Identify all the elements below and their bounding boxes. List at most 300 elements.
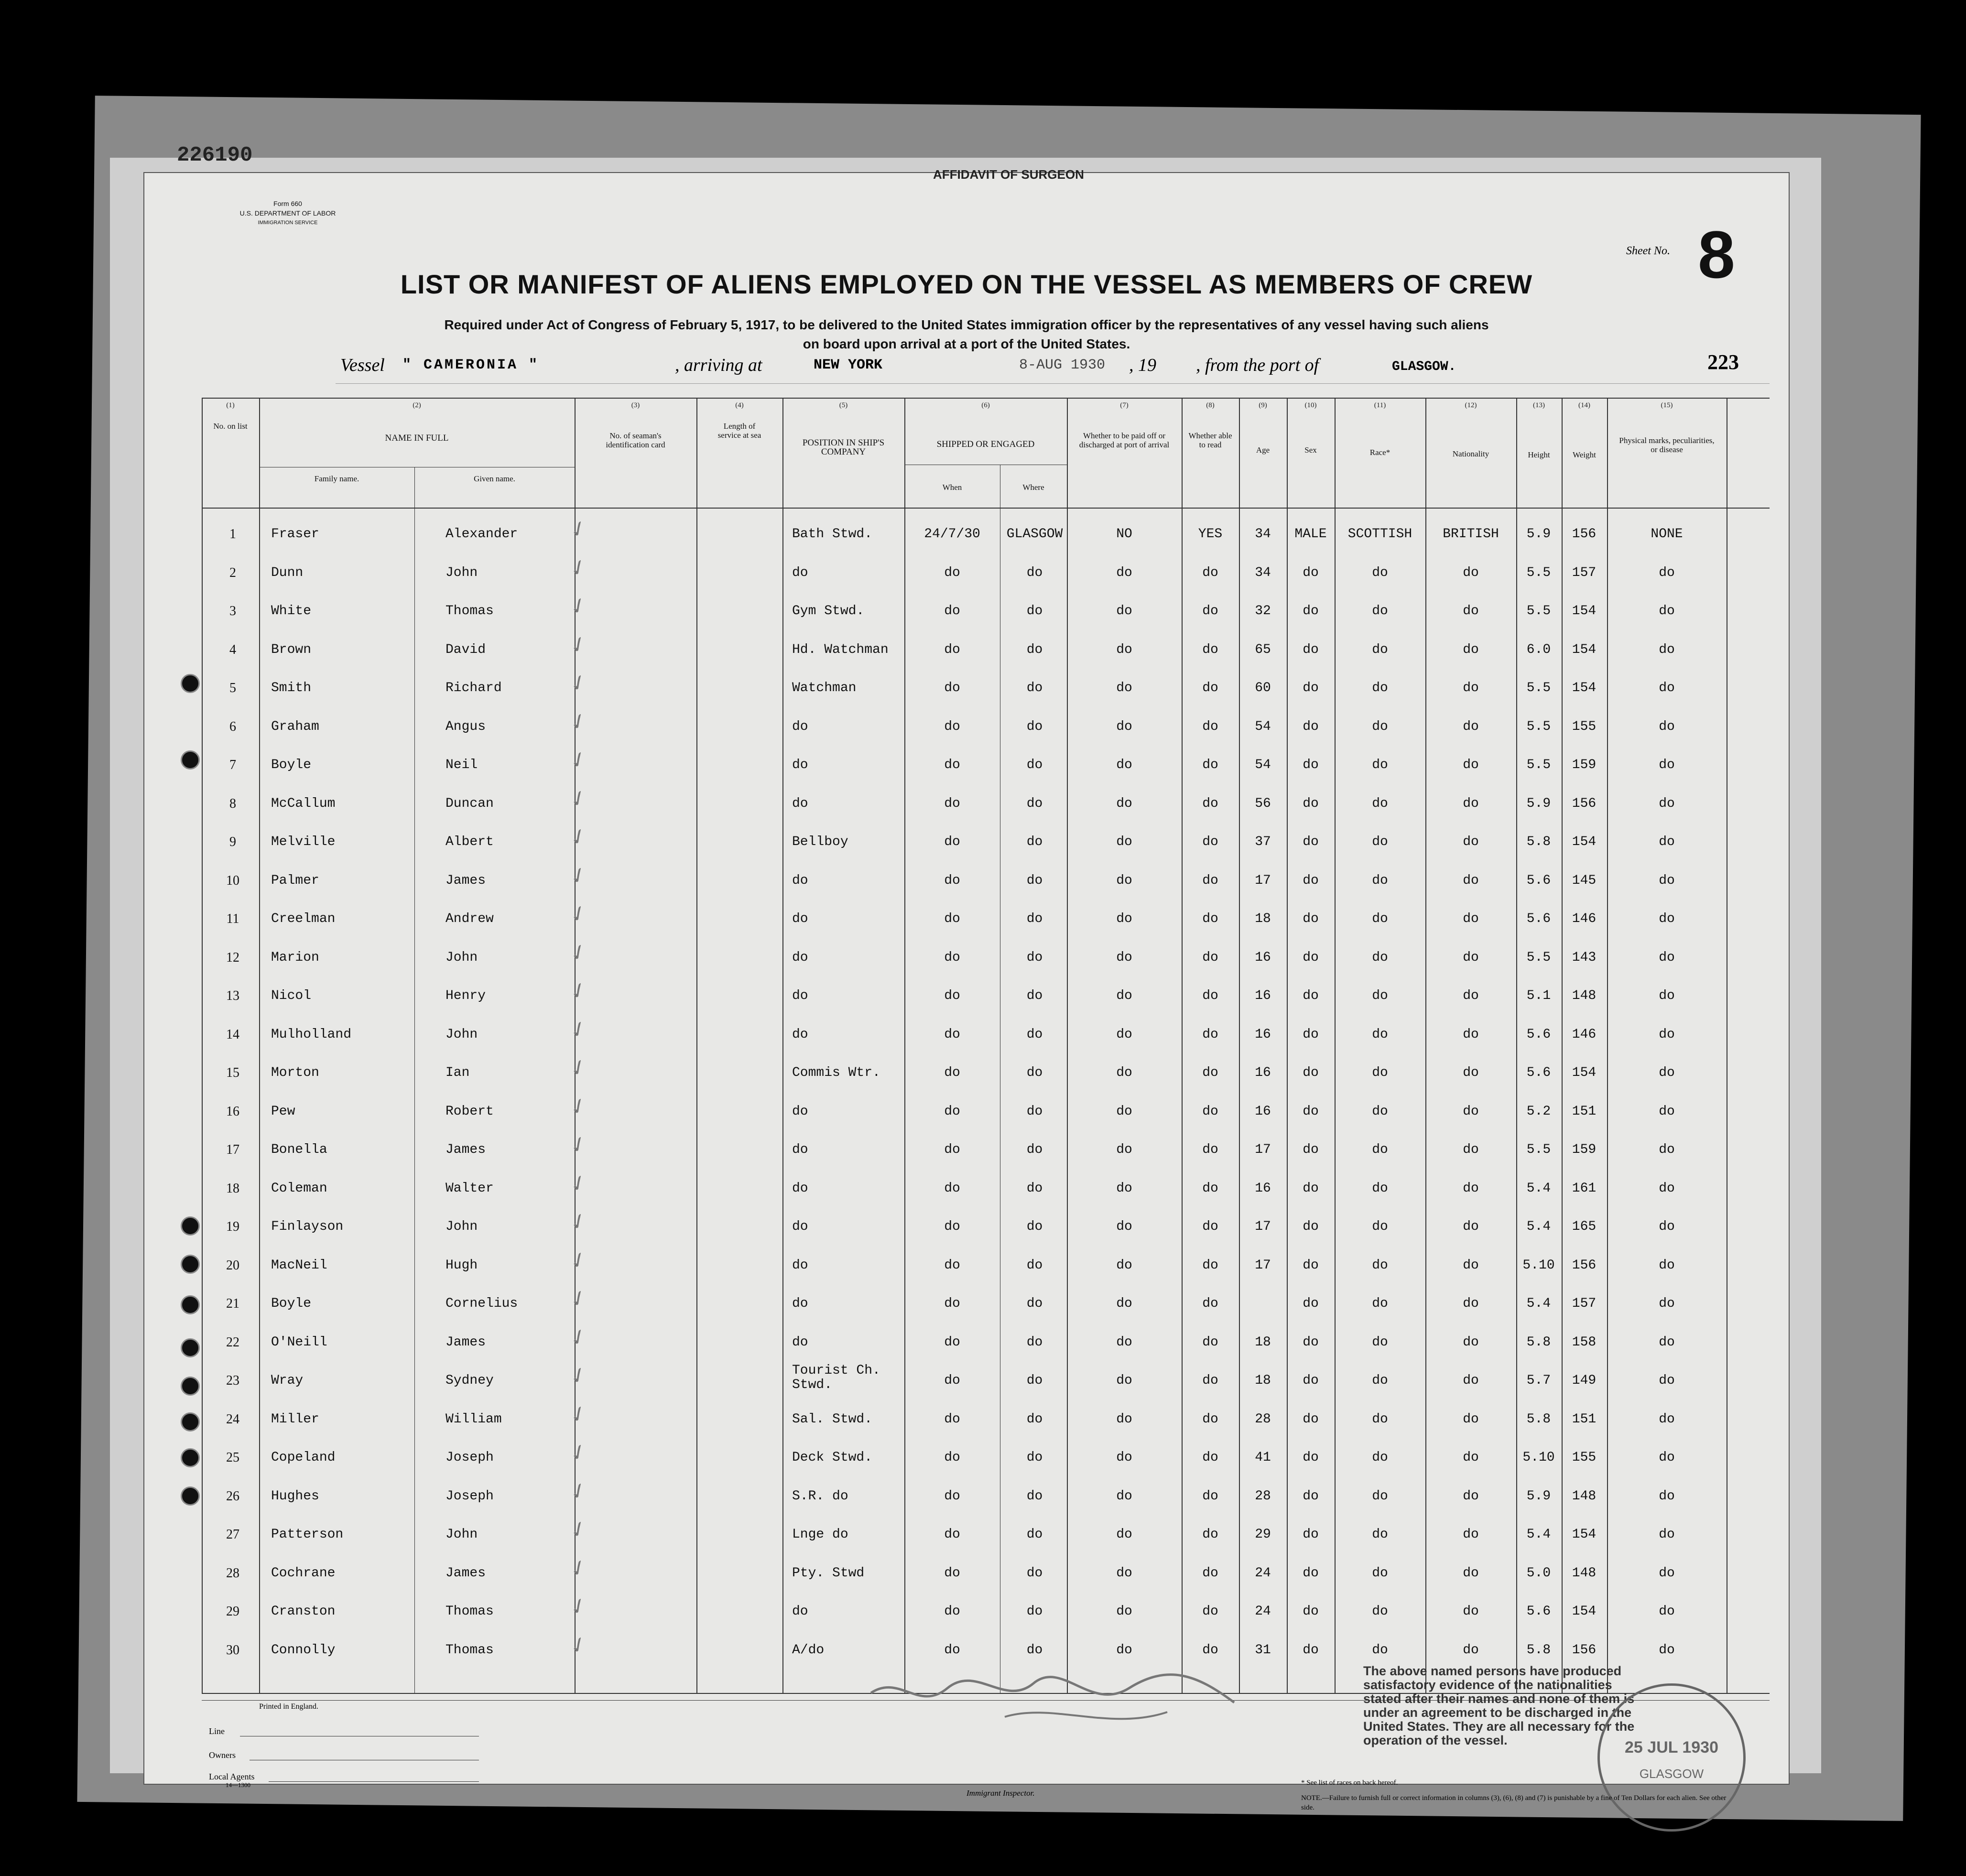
subtitle-line-1: Required under Act of Congress of February 5, 1917, to be delivered to the United States immigration officer by the representatives of any vessel having such aliens (444, 317, 1489, 332)
cell-marks: do (1659, 988, 1675, 1003)
form-number: Form 660 (273, 200, 302, 207)
cell-paid: NO (1116, 527, 1132, 542)
checkmark-icon: ✓ (565, 1400, 592, 1429)
checkmark-icon: ✓ (565, 1207, 592, 1236)
cell-age: 54 (1255, 758, 1271, 772)
cell-read: do (1202, 988, 1218, 1003)
checkmark-icon: ✓ (565, 1554, 592, 1583)
from-port: GLASGOW. (1392, 359, 1456, 374)
cell-sex: do (1303, 950, 1319, 965)
checkmark-icon: ✓ (565, 1015, 592, 1044)
cell-race: do (1372, 1411, 1388, 1427)
cell-given: Andrew (445, 911, 494, 926)
cell-sex: do (1303, 1565, 1319, 1581)
cell-paid: do (1116, 1104, 1132, 1119)
cell-read: do (1202, 1565, 1218, 1581)
cell-family: Marion (271, 950, 319, 965)
cell-no: 10 (226, 873, 239, 888)
cell-position: do (792, 1219, 808, 1234)
cell-no: 25 (226, 1450, 239, 1465)
cell-age: 34 (1255, 565, 1271, 580)
sheet-label: Sheet No. (1626, 245, 1670, 257)
binder-hole (181, 1255, 200, 1274)
cell-when: do (944, 1565, 960, 1581)
cell-marks: do (1659, 835, 1675, 849)
cell-when: do (944, 835, 960, 849)
cell-no: 3 (229, 604, 236, 618)
cell-race: do (1372, 950, 1388, 965)
cell-where: do (1026, 1565, 1043, 1581)
cell-no: 9 (229, 835, 236, 849)
cell-paid: do (1116, 1334, 1132, 1350)
table-row (144, 1515, 1789, 1556)
cell-nat: do (1463, 1488, 1479, 1504)
cell-sex: do (1303, 796, 1319, 811)
checkmark-icon: ✓ (565, 515, 592, 544)
subtitle-line-2: on board upon arrival at a port of the United States. (803, 336, 1130, 351)
cell-sex: do (1303, 1488, 1319, 1504)
cell-when: do (944, 1065, 960, 1080)
cell-marks: NONE (1651, 527, 1683, 542)
cell-no: 6 (229, 719, 236, 734)
cell-age: 17 (1255, 873, 1271, 888)
cell-weight: 156 (1572, 796, 1597, 811)
cell-where: do (1026, 604, 1043, 618)
cell-read: do (1202, 1411, 1218, 1427)
cell-position: S.R. do (792, 1488, 848, 1504)
col-11-number: (11) (1374, 401, 1386, 409)
cell-given: James (445, 1142, 486, 1157)
cell-marks: do (1659, 1142, 1675, 1157)
cell-height: 5.10 (1522, 1450, 1555, 1465)
cell-sex: do (1303, 1219, 1319, 1234)
cell-paid: do (1116, 1488, 1132, 1504)
cell-age: 16 (1255, 1104, 1271, 1119)
cell-given: Henry (445, 988, 486, 1003)
cell-where: do (1026, 873, 1043, 888)
table-row (144, 517, 1789, 555)
cell-race: do (1372, 1219, 1388, 1234)
cell-given: Joseph (445, 1488, 494, 1504)
col-3-header: No. of seaman's identification card (606, 431, 665, 449)
col-13-number: (13) (1533, 401, 1545, 409)
cell-given: Joseph (445, 1450, 494, 1465)
col-6a-header: When (942, 483, 962, 492)
cell-given: David (445, 642, 486, 657)
col-12-header: Nationality (1452, 449, 1489, 458)
affidavit-label: AFFIDAVIT OF SURGEON (933, 167, 1084, 182)
cell-read: do (1202, 1642, 1218, 1658)
cell-height: 5.9 (1526, 796, 1551, 811)
cell-position: Bath Stwd. (792, 527, 873, 542)
col-2a-header: Family name. (314, 474, 359, 483)
cell-nat: do (1463, 604, 1479, 618)
owners-label: Owners (209, 1750, 236, 1760)
cell-paid: do (1116, 1181, 1132, 1196)
table-row (144, 1015, 1789, 1056)
cell-sex: do (1303, 1104, 1319, 1119)
cell-nat: do (1463, 1373, 1479, 1388)
cell-no: 2 (229, 565, 236, 580)
cell-where: GLASGOW (1006, 527, 1063, 542)
cell-read: do (1202, 1142, 1218, 1157)
manifest-title: LIST OR MANIFEST OF ALIENS EMPLOYED ON THE VESSEL AS MEMBERS OF CREW (400, 269, 1533, 299)
cell-race: do (1372, 758, 1388, 772)
arrival-date: 8-AUG 1930 (1019, 357, 1106, 373)
penalty-note: NOTE.—Failure to furnish full or correct information in columns (3), (6), (8) and (7) is punishable by a fine of Ten Dollars for each alien. See other side. (1301, 1794, 1727, 1811)
cell-age: 28 (1255, 1488, 1271, 1504)
cell-family: Pew (271, 1104, 295, 1119)
col-6b-header: Where (1022, 483, 1044, 492)
checkmark-icon: ✓ (565, 707, 592, 736)
cell-family: Cranston (271, 1604, 336, 1619)
cell-position: Bellboy (792, 835, 848, 849)
cell-paid: do (1116, 796, 1132, 811)
cell-marks: do (1659, 1104, 1675, 1119)
cell-where: do (1026, 1411, 1043, 1427)
table-top-border (202, 398, 1770, 399)
cell-when: do (944, 1411, 960, 1427)
cell-height: 5.5 (1526, 758, 1551, 772)
checkmark-icon: ✓ (565, 1438, 592, 1467)
cell-paid: do (1116, 1642, 1132, 1658)
cell-when: do (944, 1642, 960, 1658)
cell-given: Robert (445, 1104, 494, 1119)
cell-height: 5.2 (1526, 1104, 1551, 1119)
table-row (144, 976, 1789, 1017)
cell-race: do (1372, 1373, 1388, 1388)
checkmark-icon: ✓ (565, 669, 592, 698)
checkmark-icon: ✓ (565, 1477, 592, 1506)
col-8-header: Whether able to read (1188, 431, 1232, 449)
cell-race: SCOTTISH (1347, 527, 1412, 542)
cell-paid: do (1116, 604, 1132, 618)
cell-height: 5.5 (1526, 950, 1551, 965)
cell-weight: 157 (1572, 1296, 1597, 1311)
checkmark-icon: ✓ (565, 1169, 592, 1198)
cell-nat: do (1463, 1604, 1479, 1619)
table-row (144, 1361, 1789, 1402)
cell-where: do (1026, 1488, 1043, 1504)
cell-where: do (1026, 1450, 1043, 1465)
cell-weight: 155 (1572, 719, 1597, 734)
race-footnote: * See list of races on back hereof. (1301, 1779, 1398, 1787)
col-7-number: (7) (1120, 401, 1129, 409)
cell-given: Sydney (445, 1373, 494, 1388)
cell-height: 5.9 (1526, 1488, 1551, 1504)
local-agents-label: Local Agents (209, 1772, 255, 1781)
cell-sex: do (1303, 1604, 1319, 1619)
cell-position: do (792, 1027, 808, 1042)
cell-where: do (1026, 1373, 1043, 1388)
cell-family: Nicol (271, 988, 312, 1003)
cell-race: do (1372, 1565, 1388, 1581)
cell-marks: do (1659, 1527, 1675, 1542)
cell-weight: 158 (1572, 1334, 1597, 1350)
cell-height: 5.0 (1526, 1565, 1551, 1581)
cell-when: do (944, 1296, 960, 1311)
cell-age: 24 (1255, 1565, 1271, 1581)
cell-weight: 154 (1572, 1604, 1597, 1619)
cell-where: do (1026, 1334, 1043, 1350)
cell-nat: BRITISH (1443, 527, 1499, 542)
col-4-header: Length of service at sea (717, 422, 761, 440)
cell-paid: do (1116, 873, 1132, 888)
cell-marks: do (1659, 642, 1675, 657)
cell-race: do (1372, 911, 1388, 926)
cell-age: 18 (1255, 911, 1271, 926)
cell-position: do (792, 950, 808, 965)
cell-read: do (1202, 565, 1218, 580)
col-14-header: Weight (1573, 450, 1596, 459)
cell-height: 5.6 (1526, 1027, 1551, 1042)
cell-family: Boyle (271, 1296, 312, 1311)
cell-position: do (792, 873, 808, 888)
checkmark-icon: ✓ (565, 1053, 592, 1083)
cell-nat: do (1463, 796, 1479, 811)
cell-paid: do (1116, 911, 1132, 926)
cell-sex: do (1303, 1027, 1319, 1042)
cell-family: Palmer (271, 873, 319, 888)
cell-sex: do (1303, 873, 1319, 888)
nationality-statement: The above named persons have produced satisfactory evidence of the nationalities stated after their names and none of them is under an agreement to be discharged in the United States. They are all necessary for the operation of the vessel. (1363, 1664, 1635, 1747)
service-label: IMMIGRATION SERVICE (258, 220, 318, 226)
cell-position: do (792, 796, 808, 811)
cell-read: do (1202, 604, 1218, 618)
table-row (144, 594, 1789, 632)
cell-when: do (944, 1488, 960, 1504)
cell-where: do (1026, 1527, 1043, 1542)
cell-marks: do (1659, 1565, 1675, 1581)
cell-age: 24 (1255, 1604, 1271, 1619)
from-port-label: , from the port of (1196, 355, 1319, 375)
cell-read: do (1202, 796, 1218, 811)
cell-nat: do (1463, 1334, 1479, 1350)
cell-family: Brown (271, 642, 312, 657)
cell-height: 5.1 (1526, 988, 1551, 1003)
cell-age: 34 (1255, 527, 1271, 542)
col-9-header: Age (1256, 445, 1270, 455)
cell-sex: do (1303, 1411, 1319, 1427)
cell-marks: do (1659, 1450, 1675, 1465)
cell-weight: 146 (1572, 1027, 1597, 1042)
cell-sex: do (1303, 1181, 1319, 1196)
table-row (144, 1325, 1789, 1364)
cell-no: 14 (226, 1027, 239, 1042)
cell-height: 5.6 (1526, 1604, 1551, 1619)
cell-position: Pty. Stwd (792, 1565, 865, 1581)
checkmark-icon: ✓ (565, 746, 592, 775)
table-row (144, 825, 1789, 863)
cell-age: 65 (1255, 642, 1271, 657)
cell-marks: do (1659, 1411, 1675, 1427)
table-row (144, 1171, 1789, 1210)
col-4-number: (4) (735, 401, 744, 409)
cell-height: 5.10 (1522, 1258, 1555, 1273)
cell-age: 29 (1255, 1527, 1271, 1542)
cell-read: do (1202, 1027, 1218, 1042)
cell-paid: do (1116, 988, 1132, 1003)
cell-family: Bonella (271, 1142, 327, 1157)
cell-position: do (792, 988, 808, 1003)
cell-no: 30 (226, 1642, 239, 1658)
cell-sex: do (1303, 1296, 1319, 1311)
cell-marks: do (1659, 911, 1675, 926)
cell-sex: do (1303, 604, 1319, 618)
cell-sex: do (1303, 911, 1319, 926)
cell-where: do (1026, 1181, 1043, 1196)
manifest-subtitle (288, 315, 1645, 354)
cell-sex: do (1303, 1642, 1319, 1658)
cell-read: do (1202, 1296, 1218, 1311)
cell-sex: do (1303, 758, 1319, 772)
cell-nat: do (1463, 642, 1479, 657)
cell-height: 5.9 (1526, 527, 1551, 542)
checkmark-icon: ✓ (565, 553, 592, 582)
cell-race: do (1372, 1027, 1388, 1042)
cell-read: do (1202, 1604, 1218, 1619)
cell-paid: do (1116, 1219, 1132, 1234)
cell-when: do (944, 758, 960, 772)
cell-age: 31 (1255, 1642, 1271, 1658)
cell-height: 5.8 (1526, 1411, 1551, 1427)
cell-read: do (1202, 1181, 1218, 1196)
cell-race: do (1372, 1065, 1388, 1080)
checkmark-icon: ✓ (565, 592, 592, 621)
cell-nat: do (1463, 988, 1479, 1003)
cell-sex: do (1303, 681, 1319, 695)
cell-given: John (445, 1527, 478, 1542)
cell-where: do (1026, 758, 1043, 772)
cell-family: O'Neill (271, 1334, 327, 1350)
cell-read: do (1202, 873, 1218, 888)
cell-height: 5.4 (1526, 1527, 1551, 1542)
binder-hole (181, 1448, 200, 1467)
cell-sex: MALE (1294, 527, 1327, 542)
cell-paid: do (1116, 565, 1132, 580)
cell-nat: do (1463, 1565, 1479, 1581)
cell-race: do (1372, 1642, 1388, 1658)
cell-where: do (1026, 1604, 1043, 1619)
cell-given: Angus (445, 719, 486, 734)
cell-nat: do (1463, 1104, 1479, 1119)
cell-family: Hughes (271, 1488, 319, 1504)
cell-nat: do (1463, 758, 1479, 772)
cell-marks: do (1659, 1296, 1675, 1311)
cell-family: Connolly (271, 1642, 336, 1658)
cell-weight: 157 (1572, 565, 1597, 580)
table-row (144, 553, 1789, 594)
cell-height: 5.5 (1526, 719, 1551, 734)
cell-marks: do (1659, 1181, 1675, 1196)
table-row (144, 1479, 1789, 1518)
cell-position: Gym Stwd. (792, 604, 865, 618)
cell-when: do (944, 1181, 960, 1196)
cell-where: do (1026, 1104, 1043, 1119)
cell-weight: 165 (1572, 1219, 1597, 1234)
cell-when: do (944, 1027, 960, 1042)
cell-when: do (944, 1334, 960, 1350)
cell-race: do (1372, 873, 1388, 888)
table-row (144, 671, 1789, 709)
cell-position: do (792, 1181, 808, 1196)
cell-race: do (1372, 1488, 1388, 1504)
cell-no: 24 (226, 1411, 239, 1427)
cell-where: do (1026, 988, 1043, 1003)
cell-marks: do (1659, 604, 1675, 618)
cell-when: do (944, 1219, 960, 1234)
cell-marks: do (1659, 681, 1675, 695)
cell-race: do (1372, 1104, 1388, 1119)
cell-marks: do (1659, 1488, 1675, 1504)
cell-no: 1 (229, 527, 236, 542)
cell-when: do (944, 950, 960, 965)
checkmark-icon: ✓ (565, 938, 592, 967)
cell-where: do (1026, 1027, 1043, 1042)
cell-position: do (792, 911, 808, 926)
cell-family: Graham (271, 719, 319, 734)
cell-where: do (1026, 950, 1043, 965)
cell-read: do (1202, 1065, 1218, 1080)
cell-paid: do (1116, 1373, 1132, 1388)
checkmark-icon: ✓ (565, 1284, 592, 1313)
local-agents-code: 14—1300 (226, 1781, 250, 1789)
cell-nat: do (1463, 1142, 1479, 1157)
cell-race: do (1372, 1142, 1388, 1157)
cell-sex: do (1303, 1258, 1319, 1273)
cell-race: do (1372, 719, 1388, 734)
cell-nat: do (1463, 1411, 1479, 1427)
cell-read: do (1202, 1104, 1218, 1119)
cell-when: 24/7/30 (924, 527, 980, 542)
cell-age: 16 (1255, 1027, 1271, 1042)
cell-age: 16 (1255, 988, 1271, 1003)
cell-family: Dunn (271, 565, 304, 580)
table-row (144, 1594, 1789, 1633)
vessel-label: Vessel (340, 355, 385, 375)
cell-given: Thomas (445, 604, 494, 618)
table-row (144, 784, 1789, 825)
cell-family: Copeland (271, 1450, 336, 1465)
cell-age: 16 (1255, 1181, 1271, 1196)
cell-no: 19 (226, 1219, 239, 1234)
cell-age: 56 (1255, 796, 1271, 811)
col-15-header: Physical marks, peculiarities, or disease (1619, 436, 1715, 454)
cell-family: Boyle (271, 758, 312, 772)
col-1-number: (1) (226, 401, 235, 409)
cell-weight: 151 (1572, 1104, 1597, 1119)
cell-weight: 151 (1572, 1411, 1597, 1427)
table-row (144, 1284, 1789, 1325)
cell-paid: do (1116, 950, 1132, 965)
cell-race: do (1372, 796, 1388, 811)
cell-weight: 159 (1572, 1142, 1597, 1157)
checkmark-icon: ✓ (565, 1592, 592, 1621)
table-row (144, 748, 1789, 786)
binder-hole (181, 1338, 200, 1357)
cell-sex: do (1303, 1450, 1319, 1465)
cell-family: Smith (271, 681, 312, 695)
checkmark-icon: ✓ (565, 1631, 592, 1659)
cell-weight: 155 (1572, 1450, 1597, 1465)
cell-given: Walter (445, 1181, 494, 1196)
cell-weight: 148 (1572, 1488, 1597, 1504)
cell-where: do (1026, 796, 1043, 811)
cell-when: do (944, 719, 960, 734)
cell-no: 4 (229, 642, 236, 657)
cell-race: do (1372, 1604, 1388, 1619)
cell-position: do (792, 1604, 808, 1619)
